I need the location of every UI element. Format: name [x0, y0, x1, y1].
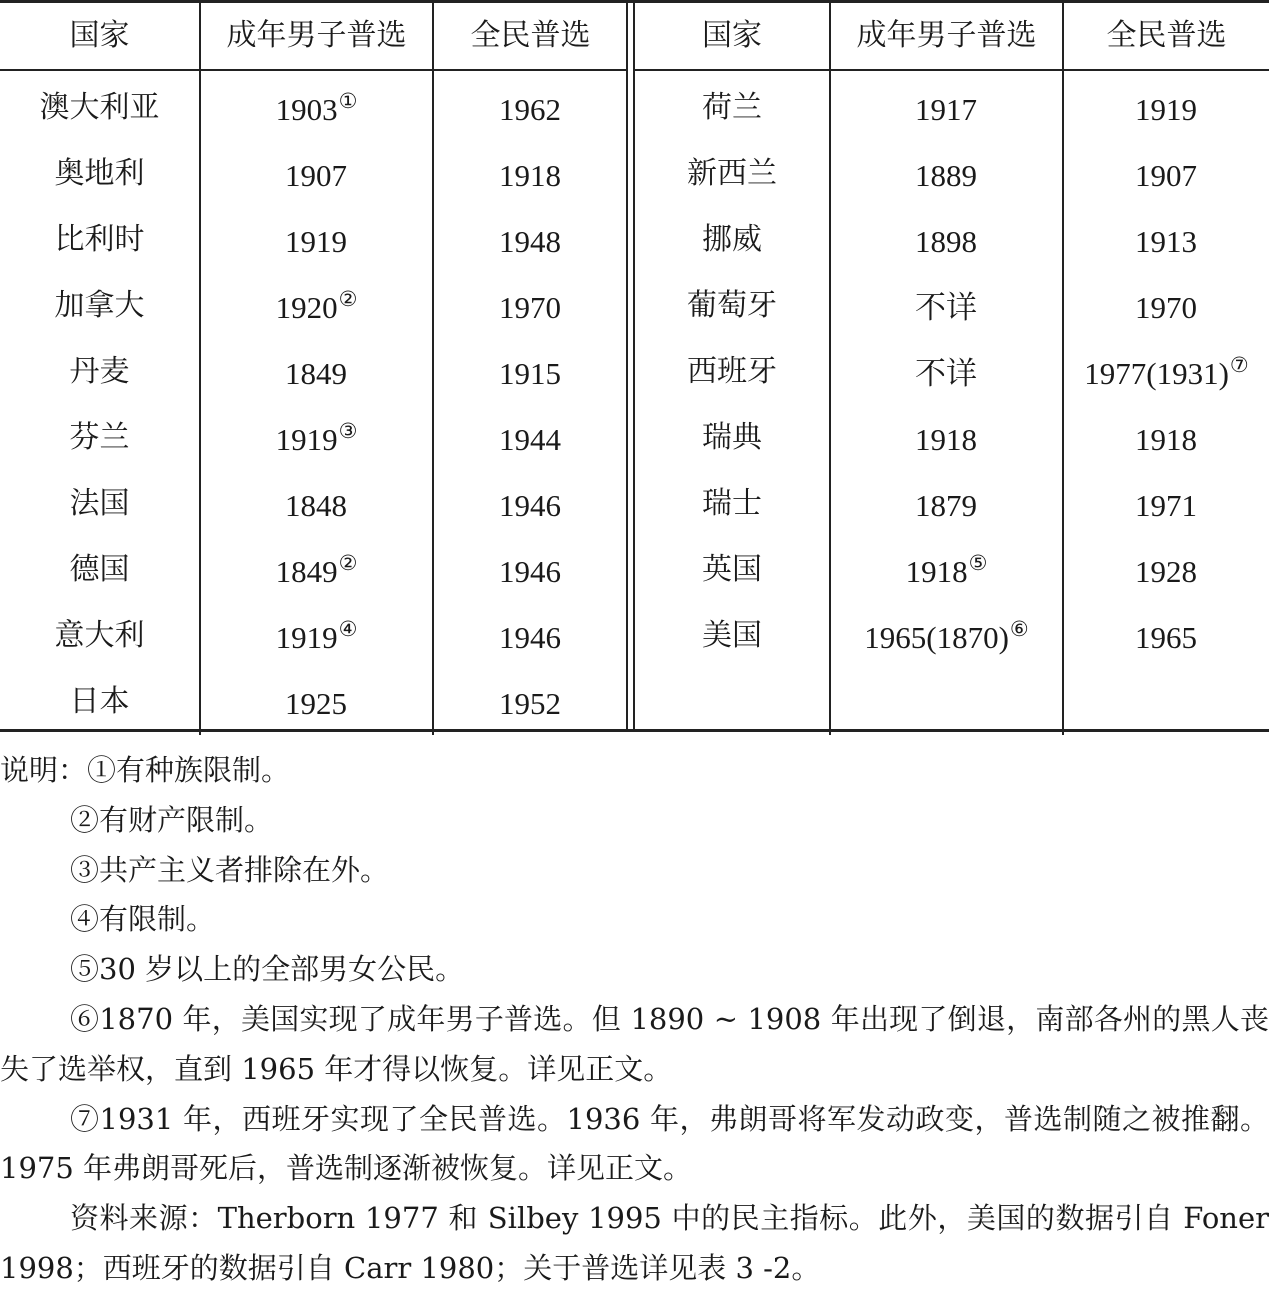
footnote-marker: ⑤: [968, 550, 988, 575]
table-row: [0, 339, 627, 405]
right-table: [635, 3, 1269, 735]
country-cell: 西班牙: [687, 354, 777, 389]
country-cell: 加拿大: [54, 288, 145, 323]
year-value: 1948: [499, 223, 561, 259]
country-cell: 荷兰: [702, 90, 762, 125]
year-value: 1848: [285, 487, 347, 523]
table-row: [635, 273, 1269, 339]
country-cell: 瑞士: [702, 486, 762, 521]
table-row: [0, 273, 627, 339]
country-cell: 澳大利亚: [39, 90, 160, 125]
table-row: [635, 339, 1269, 405]
male-suffrage-cell: [200, 141, 433, 207]
table-row: [635, 70, 1269, 141]
universal-suffrage-cell: [433, 405, 627, 471]
universal-suffrage-cell: [1063, 669, 1269, 735]
universal-suffrage-cell: [433, 273, 627, 339]
male-suffrage-cell: [830, 339, 1063, 405]
double-rule-line: [626, 3, 628, 729]
universal-suffrage-cell: [1063, 471, 1269, 537]
male-suffrage-cell: [830, 405, 1063, 471]
table-row: [635, 141, 1269, 207]
table-row: [0, 207, 627, 273]
country-cell: 比利时: [54, 222, 145, 257]
year-value: 1918: [499, 157, 561, 193]
universal-suffrage-cell: [433, 207, 627, 273]
year-value: 1918: [1135, 421, 1197, 457]
year-value: 1971: [1135, 487, 1197, 523]
footnote-marker: ②: [338, 550, 358, 575]
year-value: 1903: [275, 91, 338, 127]
year-value: 1919: [275, 619, 338, 655]
male-suffrage-cell: [830, 537, 1063, 603]
universal-suffrage-cell: [433, 537, 627, 603]
footnote-marker: ②: [338, 286, 358, 311]
table-notes: [0, 746, 1269, 1294]
country-cell: [635, 669, 830, 735]
footnote-marker: ⑦: [1229, 352, 1249, 377]
country-cell: 新西兰: [687, 156, 777, 191]
country-cell: 奥地利: [54, 156, 145, 191]
table-row: [635, 405, 1269, 471]
universal-suffrage-cell: [433, 669, 627, 735]
year-value: 不详: [915, 289, 977, 325]
year-value: 1965(1870): [864, 619, 1009, 655]
male-suffrage-cell: [830, 207, 1063, 273]
header-country: 国家: [0, 3, 200, 70]
year-value: 1928: [1135, 553, 1197, 589]
year-value: 1898: [915, 223, 977, 259]
year-value: 1918: [915, 421, 977, 457]
year-value: 1970: [499, 289, 561, 325]
universal-suffrage-cell: [433, 70, 627, 141]
header-row: [0, 3, 627, 70]
table-row: [635, 471, 1269, 537]
table-row: [635, 207, 1269, 273]
male-suffrage-cell: [200, 207, 433, 273]
footnote-marker: ⑥: [1009, 616, 1029, 641]
male-suffrage-cell: [830, 141, 1063, 207]
universal-suffrage-cell: [433, 339, 627, 405]
country-cell: 意大利: [54, 618, 145, 653]
note-2: ②有财产限制。: [70, 802, 274, 837]
footnote-marker: ③: [338, 418, 358, 443]
male-suffrage-cell: [830, 273, 1063, 339]
header-universal-suffrage: 全民普选: [433, 3, 627, 70]
universal-suffrage-cell: [433, 141, 627, 207]
male-suffrage-cell: [200, 339, 433, 405]
header-male-suffrage: 成年男子普选: [830, 3, 1063, 70]
header-row: [635, 3, 1269, 70]
male-suffrage-cell: [200, 273, 433, 339]
male-suffrage-cell: [200, 405, 433, 471]
universal-suffrage-cell: [433, 603, 627, 669]
year-value: 1946: [499, 487, 561, 523]
year-value: 1849: [275, 553, 338, 589]
country-cell: 美国: [702, 618, 762, 653]
country-cell: 法国: [69, 486, 130, 521]
male-suffrage-cell: [200, 471, 433, 537]
universal-suffrage-cell: [1063, 70, 1269, 141]
country-cell: 德国: [69, 552, 130, 587]
left-table: [0, 3, 627, 735]
country-cell: 葡萄牙: [687, 288, 777, 323]
year-value: 1944: [499, 421, 561, 457]
year-value: 1913: [1135, 223, 1197, 259]
country-cell: 瑞典: [702, 420, 762, 455]
header-country: 国家: [635, 3, 830, 70]
note-3: ③共产主义者排除在外。: [70, 852, 390, 887]
year-value: 1849: [285, 355, 347, 391]
table-row: [0, 537, 627, 603]
year-value: 1919: [1135, 91, 1197, 127]
year-value: 1879: [915, 487, 977, 523]
universal-suffrage-cell: [1063, 537, 1269, 603]
header-male-suffrage: 成年男子普选: [200, 3, 433, 70]
male-suffrage-cell: [200, 537, 433, 603]
male-suffrage-cell: [200, 669, 433, 735]
year-value: 1907: [1135, 157, 1197, 193]
year-value: 1962: [499, 91, 561, 127]
table-row: [635, 669, 1269, 735]
universal-suffrage-cell: [1063, 339, 1269, 405]
year-value: 1889: [915, 157, 977, 193]
universal-suffrage-cell: [1063, 141, 1269, 207]
male-suffrage-cell: [200, 70, 433, 141]
table-row: [0, 603, 627, 669]
table-right-half: [635, 3, 1269, 729]
year-value: 1925: [285, 685, 347, 721]
year-value: 1965: [1135, 619, 1197, 655]
footnote-marker: ④: [338, 616, 358, 641]
country-cell: 芬兰: [69, 420, 130, 455]
table-row: [0, 471, 627, 537]
male-suffrage-cell: [830, 471, 1063, 537]
table-row: [0, 70, 627, 141]
male-suffrage-cell: [200, 603, 433, 669]
year-value: 1970: [1135, 289, 1197, 325]
note-explanation: 说明：①有种族限制。: [0, 753, 291, 787]
left-body: [0, 70, 627, 735]
male-suffrage-cell: [830, 603, 1063, 669]
country-cell: 挪威: [702, 222, 762, 257]
year-value: 1952: [499, 685, 561, 721]
year-value: 1917: [915, 91, 977, 127]
footnote-marker: ①: [338, 88, 358, 113]
universal-suffrage-cell: [1063, 207, 1269, 273]
universal-suffrage-cell: [433, 471, 627, 537]
year-value: 1919: [275, 421, 338, 457]
table-row: [0, 669, 627, 735]
year-value: 不详: [915, 355, 977, 391]
year-value: 1920: [275, 289, 338, 325]
year-value: 1977(1931): [1084, 355, 1229, 391]
year-value: 1919: [285, 223, 347, 259]
table-row: [635, 537, 1269, 603]
male-suffrage-cell: [830, 669, 1063, 735]
note-4: ④有限制。: [70, 902, 216, 937]
year-value: 1946: [499, 553, 561, 589]
table-left-half: [0, 3, 627, 729]
country-cell: 丹麦: [69, 354, 130, 389]
note-6: ⑥1870 年，美国实现了成年男子普选。但 1890 ~ 1908 年出现了倒退，南部各州的黑人丧失了选举权，直到 1965 年才得以恢复。详见正文。: [0, 1001, 1269, 1086]
universal-suffrage-cell: [1063, 603, 1269, 669]
universal-suffrage-cell: [1063, 405, 1269, 471]
country-cell: 英国: [702, 552, 762, 587]
header-universal-suffrage: 全民普选: [1063, 3, 1269, 70]
year-value: 1915: [499, 355, 561, 391]
male-suffrage-cell: [830, 70, 1063, 141]
note-7: ⑦1931 年，西班牙实现了全民普选。1936 年，弗朗哥将军发动政变，普选制随之被推翻。1975 年弗朗哥死后，普选制逐渐被恢复。详见正文。: [0, 1101, 1269, 1186]
year-value: 1918: [905, 553, 968, 589]
universal-suffrage-cell: [1063, 273, 1269, 339]
table-row: [0, 141, 627, 207]
country-cell: 日本: [69, 684, 130, 719]
right-body: [635, 70, 1269, 735]
note-5: ⑤30 岁以上的全部男女公民。: [70, 952, 465, 987]
year-value: 1946: [499, 619, 561, 655]
table-row: [0, 405, 627, 471]
year-value: 1907: [285, 157, 347, 193]
table-row: [635, 603, 1269, 669]
note-source: 资料来源：Therborn 1977 和 Silbey 1995 中的民主指标。此外，美国的数据引自 Foner 1998；西班牙的数据引自 Carr 1980；关于普选详见表 3 -2。: [0, 1201, 1269, 1285]
